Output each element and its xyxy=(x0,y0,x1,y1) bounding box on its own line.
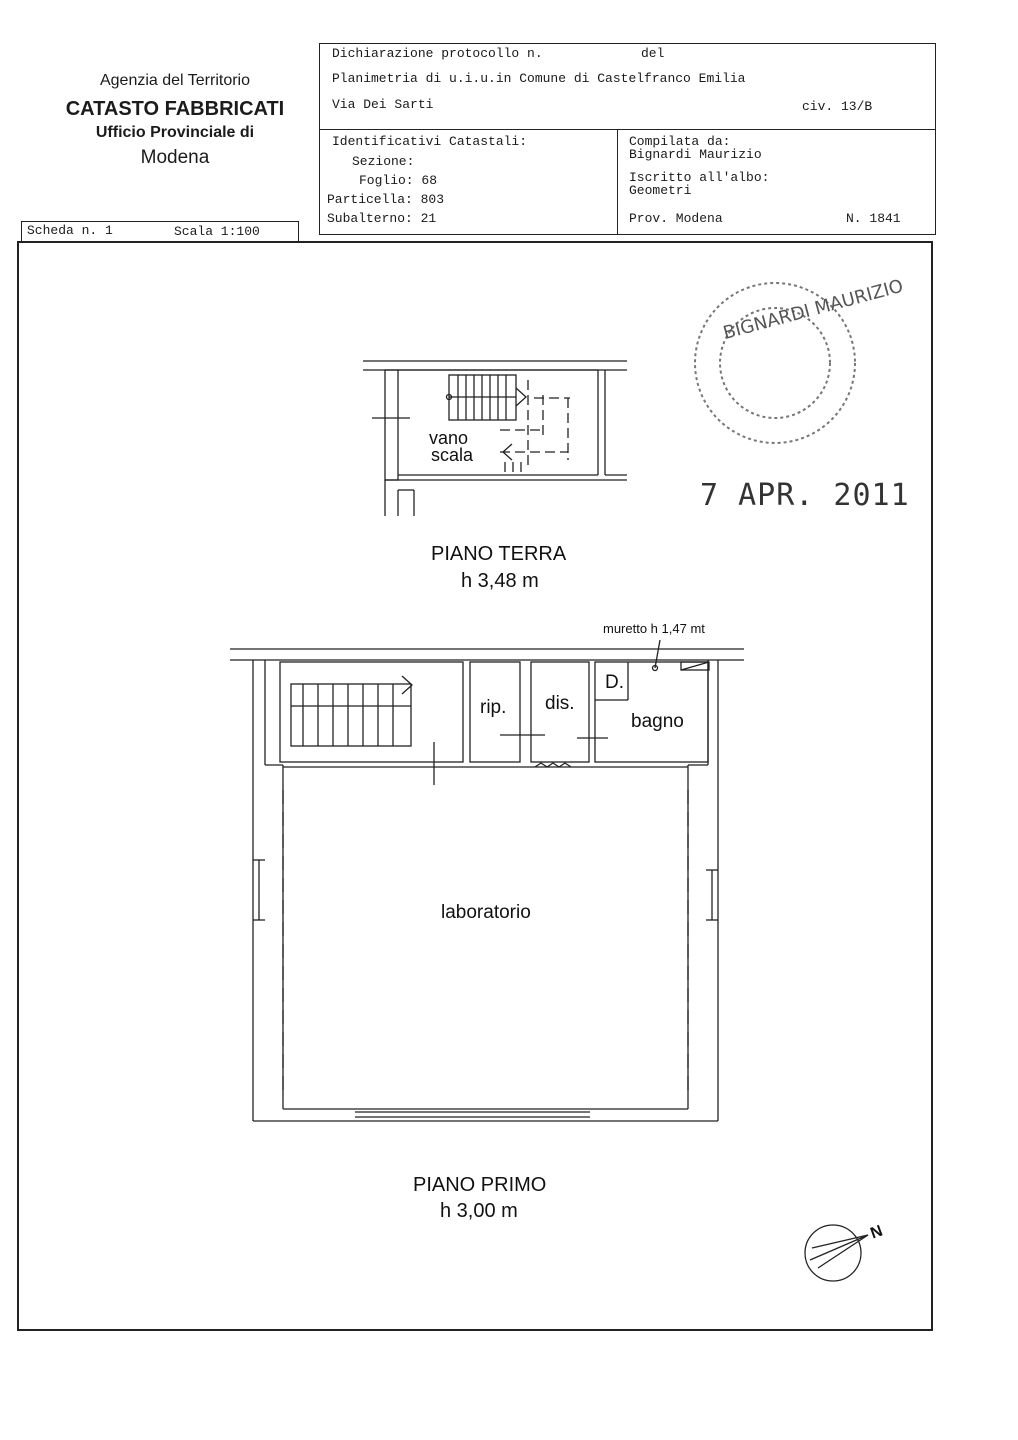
iscritto-label: Iscritto all'albo: xyxy=(629,170,770,185)
piano-primo-title: PIANO PRIMO xyxy=(413,1174,547,1196)
piano-primo-height: h 3,00 m xyxy=(440,1200,518,1222)
compilata-name: Bignardi Maurizio xyxy=(629,147,762,162)
albo-number: N. 1841 xyxy=(846,211,901,226)
room-laboratorio: laboratorio xyxy=(441,902,531,923)
subalterno-label: Subalterno: 21 xyxy=(327,211,437,226)
dichiarazione-label: Dichiarazione protocollo n. xyxy=(332,46,543,61)
room-bagno: bagno xyxy=(631,711,684,732)
sezione-label: Sezione: xyxy=(352,154,415,169)
foglio-label: Foglio: 68 xyxy=(359,173,438,188)
muretto-note: muretto h 1,47 mt xyxy=(603,621,705,636)
provincia-label: Prov. Modena xyxy=(629,211,723,226)
stamp-date: 7 APR. 2011 xyxy=(700,478,910,513)
albo-value: Geometri xyxy=(629,183,692,198)
identificativi-title: Identificativi Catastali: xyxy=(332,134,528,149)
ufficio-label: Ufficio Provinciale di xyxy=(95,124,255,141)
room-dis: dis. xyxy=(545,693,575,714)
scheda-label: Scheda n. 1 xyxy=(27,223,113,238)
piano-terra-height: h 3,48 m xyxy=(461,570,539,592)
ufficio-city: Modena xyxy=(140,147,210,168)
scala-label: Scala 1:100 xyxy=(174,224,260,239)
room-vano: vano xyxy=(429,428,469,448)
compilata-title: Compilata da: xyxy=(629,134,731,149)
piano-terra-title: PIANO TERRA xyxy=(431,543,567,565)
room-d: D. xyxy=(605,672,624,693)
piano-terra-plan xyxy=(363,361,627,516)
civico-label: civ. 13/B xyxy=(802,99,873,114)
compass-north-label: N xyxy=(868,1222,885,1243)
del-label: del xyxy=(641,46,665,61)
agency-name: Agenzia del Territorio xyxy=(99,72,250,89)
room-scala: scala xyxy=(431,445,474,465)
compass-icon xyxy=(805,1225,868,1281)
via-label: Via Dei Sarti xyxy=(332,97,434,112)
particella-label: Particella: 803 xyxy=(327,192,445,207)
planimetria-label: Planimetria di u.i.u.in Comune di Castelfranco Emilia xyxy=(332,71,746,86)
catasto-title: CATASTO FABBRICATI xyxy=(65,98,285,120)
stamp-ring-text: BIGNARDI MAURIZIO xyxy=(720,275,906,344)
room-rip: rip. xyxy=(480,697,507,718)
